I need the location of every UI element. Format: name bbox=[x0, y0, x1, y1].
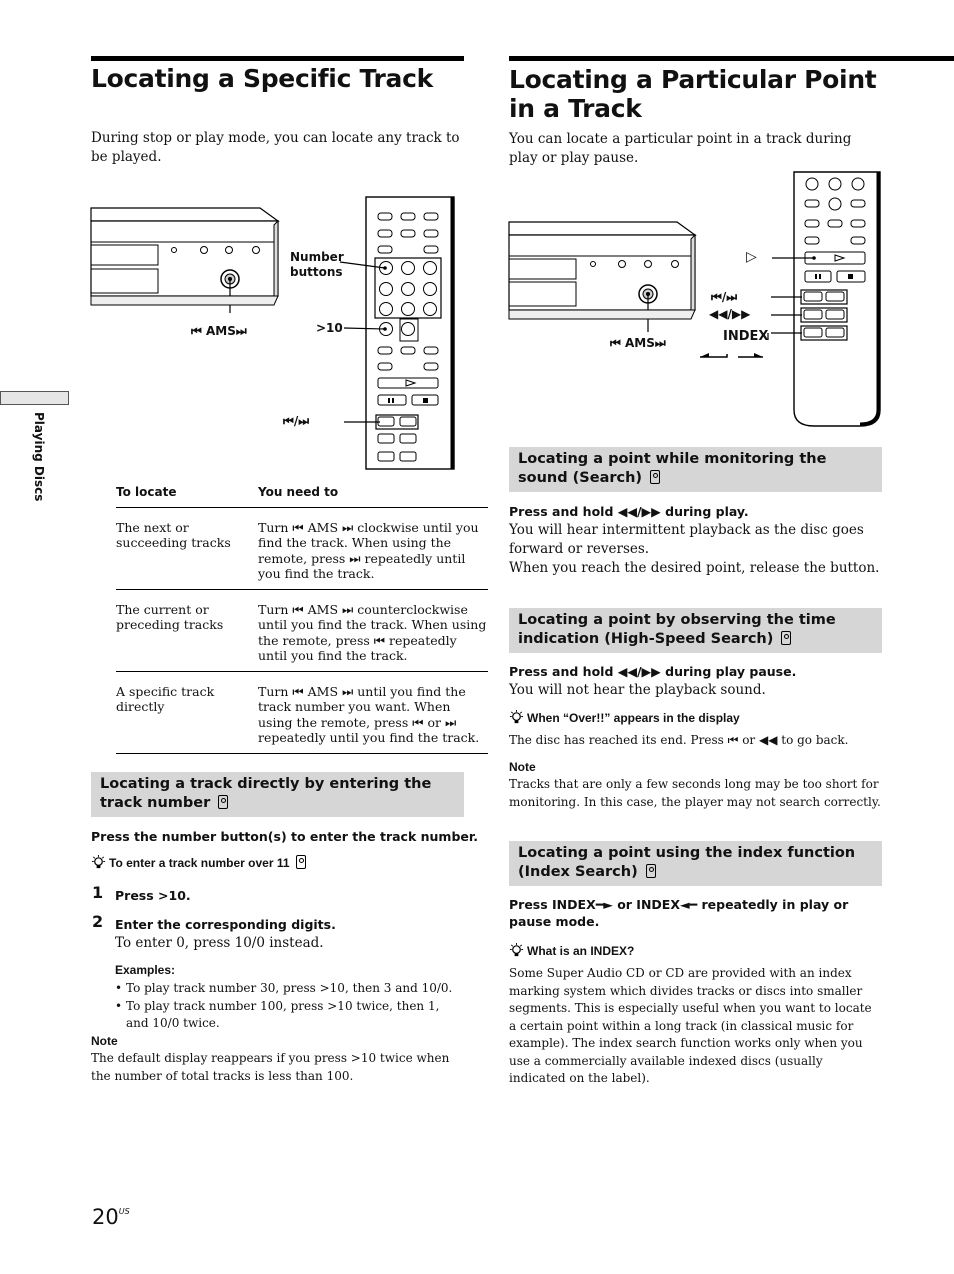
table-row: A specific track directly Turn ⏮ AMS ⏭ until you find the track number you want. When using the remote, press ⏮ or ⏭ repeatedly until you find the track. bbox=[116, 671, 488, 753]
remote-icon bbox=[296, 855, 306, 869]
cd-player-remote-diagram-right bbox=[505, 170, 890, 432]
direct-track-instruction: Press the number button(s) to enter the track number. bbox=[91, 829, 478, 844]
note-text-right: Tracks that are only a few seconds long may be too short for monitoring. In this case, the player may not search correctly. bbox=[509, 777, 881, 809]
number-buttons-label: Number buttons bbox=[290, 250, 344, 279]
cd-player-illustration bbox=[91, 208, 278, 313]
page-title-left: Locating a Specific Track bbox=[91, 64, 433, 93]
section-heading-direct-track: Locating a track directly by entering the track number bbox=[91, 772, 464, 817]
section-heading-search: Locating a point while monitoring the sound (Search) bbox=[509, 447, 882, 492]
left-intro: During stop or play mode, you can locate any track to be played. bbox=[91, 130, 460, 165]
prev-next-label-left: ⏮/⏭ bbox=[283, 414, 310, 428]
cd-player-illustration bbox=[509, 222, 695, 332]
note-title-left: Note bbox=[91, 1034, 118, 1048]
table-row: The next or succeeding tracks Turn ⏮ AMS ⏭ clockwise until you find the track. When using the remote, press ⏭ repeatedly until you find the track. bbox=[116, 507, 488, 589]
play-label: ▷ bbox=[746, 249, 757, 265]
lightbulb-icon bbox=[91, 855, 106, 870]
search-instruction: Press and hold ◀◀/▶▶ during play. bbox=[509, 504, 749, 519]
note-title-right: Note bbox=[509, 760, 536, 774]
search-label-right: ◀◀/▶▶ bbox=[709, 307, 751, 321]
ams-label-left: ⏮ AMS⏭ bbox=[191, 324, 247, 338]
step-2-subtext: To enter 0, press 10/0 instead. bbox=[115, 935, 324, 951]
list-item: • To play track number 30, press >10, then 3 and 10/0. bbox=[115, 980, 465, 998]
table-header-you-need-to: You need to bbox=[258, 485, 339, 499]
step-2-number: 2 bbox=[92, 912, 104, 931]
lightbulb-icon bbox=[509, 710, 524, 725]
index-instruction: Press INDEX━► or INDEX◄━ repeatedly in play or pause mode. bbox=[509, 897, 849, 929]
lightbulb-icon bbox=[509, 943, 524, 958]
right-intro: You can locate a particular point in a track during play or play pause. bbox=[509, 131, 852, 166]
step-1-number: 1 bbox=[92, 883, 104, 902]
remote-icon bbox=[218, 795, 228, 809]
note-text-left: The default display reappears if you press >10 twice when the number of total tracks is less than 100. bbox=[91, 1051, 450, 1083]
remote-icon bbox=[650, 470, 660, 484]
index-text: Some Super Audio CD or CD are provided with an index marking system which divides tracks or discs into smaller segments. This is especially useful when you want to locate a certain point within a long track (in classical music for example). The index search function works only when you use a commercially available indexed discs (usually indicated on the label). bbox=[509, 966, 872, 1085]
remote-illustration bbox=[366, 197, 454, 469]
label-greater-10: >10 bbox=[316, 321, 343, 335]
ams-label-right: ⏮ AMS⏭ bbox=[610, 336, 666, 350]
side-tab-label: Playing Discs bbox=[32, 412, 46, 502]
remote-illustration bbox=[794, 172, 880, 426]
high-speed-instruction: Press and hold ◀◀/▶▶ during play pause. bbox=[509, 664, 797, 679]
high-speed-text: You will not hear the playback sound. bbox=[509, 682, 766, 698]
step-2-text: Enter the corresponding digits. bbox=[115, 917, 336, 932]
remote-icon bbox=[781, 631, 791, 645]
list-item: • To play track number 100, press >10 twice, then 1, and 10/0 twice. bbox=[115, 998, 465, 1033]
section-heading-high-speed: Locating a point by observing the time indication (High-Speed Search) bbox=[509, 608, 882, 653]
section-heading-index: Locating a point using the index function (Index Search) bbox=[509, 841, 882, 886]
index-label: INDEX bbox=[723, 329, 769, 344]
side-tab-marker bbox=[0, 391, 69, 405]
locate-table bbox=[116, 481, 488, 754]
cd-player-remote-diagram bbox=[88, 195, 470, 475]
examples-title: Examples: bbox=[115, 963, 176, 977]
table-header-to-locate: To locate bbox=[116, 485, 177, 499]
page-title-right: Locating a Particular Point in a Track bbox=[509, 65, 877, 123]
step-1-text: Press >10. bbox=[115, 888, 191, 903]
hint-over: When “Over!!” appears in the display bbox=[509, 710, 740, 725]
page-number: $20^{US}$ bbox=[92, 1205, 130, 1229]
examples-list bbox=[115, 980, 465, 1033]
search-text: You will hear intermittent playback as the disc goes forward or reverses. When you reach the desired point, release the button. bbox=[509, 522, 880, 576]
hint-over-11: To enter a track number over 11 bbox=[91, 855, 306, 870]
title-rule-left bbox=[91, 56, 464, 61]
prev-next-label-right: ⏮/⏭ bbox=[711, 290, 738, 304]
title-rule-right bbox=[509, 56, 954, 61]
hint-index: What is an INDEX? bbox=[509, 943, 634, 958]
remote-icon bbox=[646, 864, 656, 878]
table-row: The current or preceding tracks Turn ⏮ AMS ⏭ counterclockwise until you find the track. When using the remote, press ⏮ repeatedly until you find the track. bbox=[116, 589, 488, 671]
hint-over-text: The disc has reached its end. Press ⏮ or ◀◀ to go back. bbox=[509, 733, 849, 747]
